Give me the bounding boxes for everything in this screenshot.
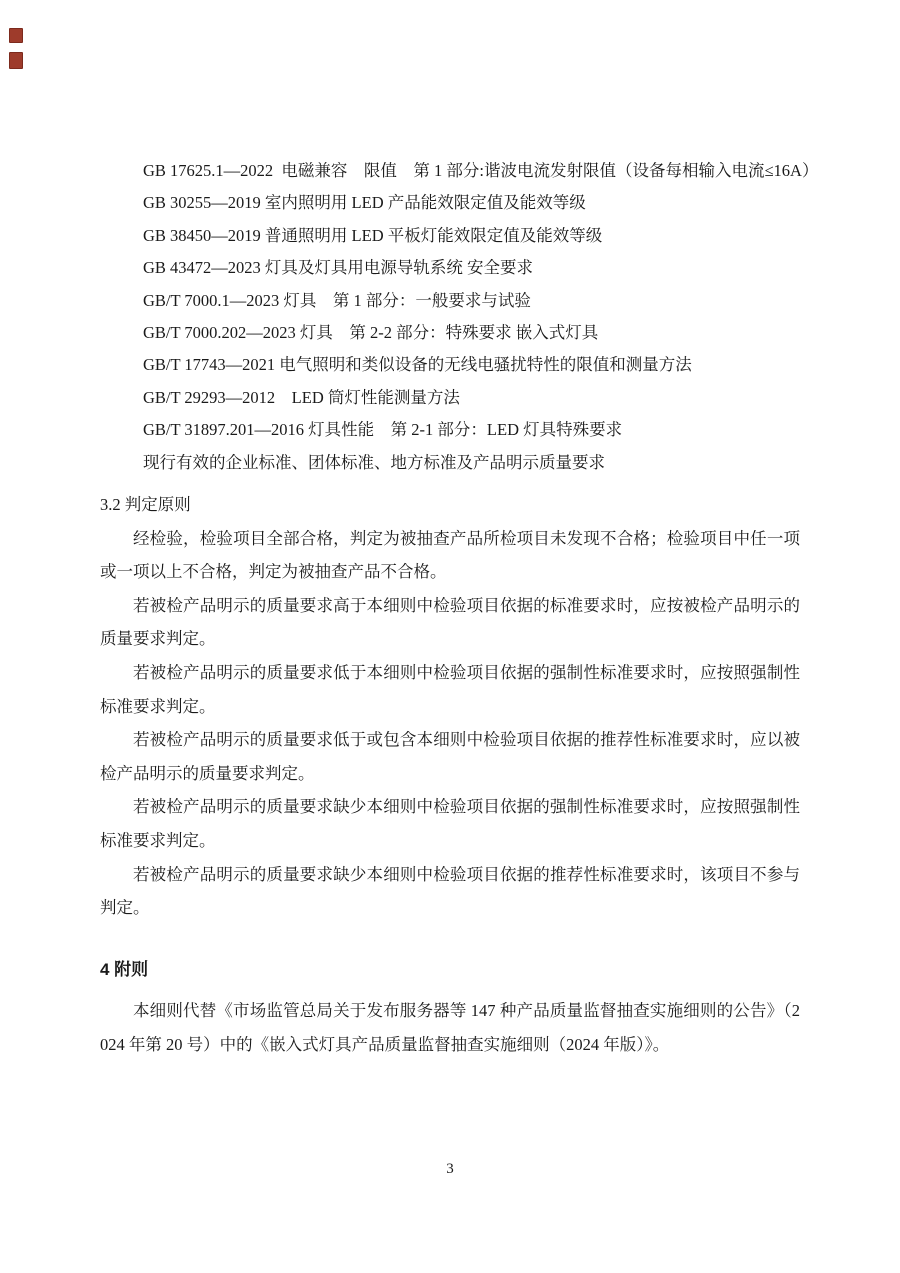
section-heading-judgment-principles: 3.2 判定原则	[100, 495, 191, 515]
page-number: 3	[446, 1161, 454, 1177]
standard-line: GB 30255—2019 室内照明用 LED 产品能效限定值及能效等级	[143, 193, 586, 213]
standard-line: GB 38450—2019 普通照明用 LED 平板灯能效限定值及能效等级	[143, 225, 603, 245]
standard-line: GB/T 31897.201—2016 灯具性能 第 2-1 部分：LED 灯具特殊要求	[143, 420, 623, 440]
standard-line: GB/T 7000.202—2023 灯具 第 2-2 部分：特殊要求 嵌入式灯具	[143, 323, 599, 343]
standard-line: GB 43472—2023 灯具及灯具用电源导轨系统 安全要求	[143, 258, 534, 278]
standard-line: GB/T 29293—2012 LED 筒灯性能测量方法	[143, 387, 460, 407]
section-heading-appendix: 4 附则	[100, 959, 149, 979]
judgment-paragraph: 若被检产品明示的质量要求低于本细则中检验项目依据的强制性标准要求时，应按照强制性标准要求判定。	[100, 663, 800, 716]
standard-line: GB/T 7000.1—2023 灯具 第 1 部分：一般要求与试验	[143, 290, 531, 310]
judgment-paragraph: 若被检产品明示的质量要求缺少本细则中检验项目依据的推荐性标准要求时，该项目不参与判定。	[100, 864, 800, 918]
judgment-paragraph: 若被检产品明示的质量要求高于本细则中检验项目依据的标准要求时，应按被检产品明示的质量要求判定。	[100, 595, 800, 649]
document-body	[100, 155, 819, 1062]
judgment-paragraph: 若被检产品明示的质量要求缺少本细则中检验项目依据的强制性标准要求时，应按照强制性标准要求判定。	[100, 797, 800, 850]
appendix-paragraph: 本细则代替《市场监管总局关于发布服务器等 147 种产品质量监督抽查实施细则的公告》（2024 年第 20 号）中的《嵌入式灯具产品质量监督抽查实施细则（2024 年版）》。	[100, 1001, 800, 1054]
standard-line: GB/T 17743—2021 电气照明和类似设备的无线电骚扰特性的限值和测量方法	[143, 355, 692, 375]
standard-line: GB 17625.1—2022 电磁兼容 限值 第 1 部分:谐波电流发射限值（设备每相输入电流≤16A）	[143, 161, 819, 180]
judgment-paragraph: 若被检产品明示的质量要求低于或包含本细则中检验项目依据的推荐性标准要求时，应以被检产品明示的质量要求判定。	[100, 730, 800, 783]
artifact-mark-icon	[9, 52, 23, 69]
artifact-mark-icon	[9, 28, 23, 43]
corner-artifact-group	[9, 28, 27, 78]
judgment-paragraph: 经检验，检验项目全部合格，判定为被抽查产品所检项目未发现不合格；检验项目中任一项或一项以上不合格，判定为被抽查产品不合格。	[100, 528, 800, 582]
standard-line: 现行有效的企业标准、团体标准、地方标准及产品明示质量要求	[143, 452, 605, 472]
